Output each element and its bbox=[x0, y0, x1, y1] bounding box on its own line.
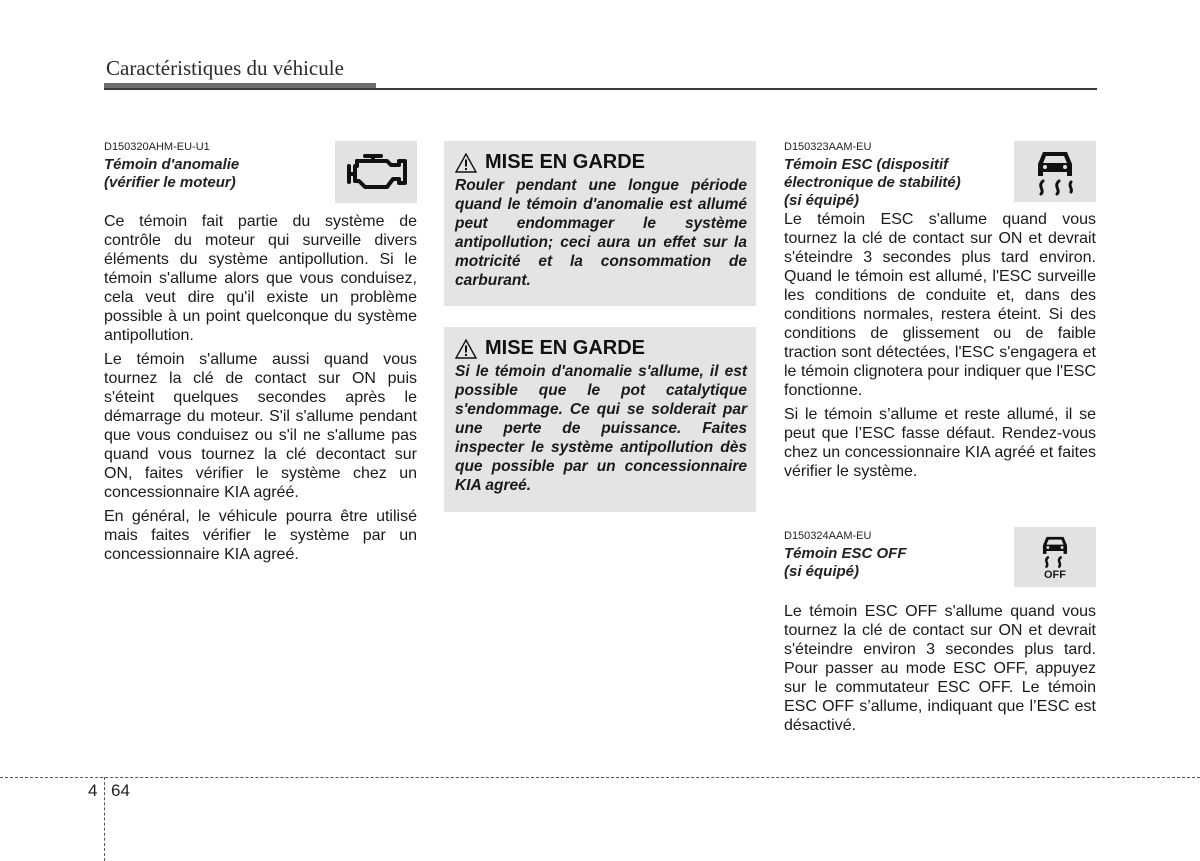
engine-check-icon-box bbox=[335, 141, 417, 203]
header-rule bbox=[104, 88, 1097, 90]
section-subtitle: Témoin ESC OFF (si équipé) bbox=[784, 545, 907, 580]
paragraph: En général, le véhicule pourra être utilisé mais faites vérifier le système par un concessionnaire KIA agreé. bbox=[104, 508, 417, 563]
footer-dashed-divider bbox=[104, 777, 105, 861]
paragraph: Le témoin s'allume aussi quand vous tournez la clé de contact sur ON puis s'éteint quelques secondes après le démarrage du moteur. S'il s'allume pendant que vous conduisez ou s'il ne s'allume pas quand vous tournez la clé decontact sur ON, faites vérifier le système chez un concessionnaire KIA agréé. bbox=[104, 351, 417, 501]
warning-box bbox=[444, 327, 756, 512]
section-subtitle: Témoin d'anomalie (vérifier le moteur) bbox=[104, 156, 240, 191]
warning-triangle-icon bbox=[455, 153, 477, 173]
page-header-title: Caractéristiques du véhicule bbox=[106, 56, 344, 80]
section-number: 4 bbox=[88, 781, 98, 800]
paragraph: Si le témoin s’allume et reste allumé, il se peut que l’ESC fasse défaut. Rendez-vous chez un concessionnaire KIA agréé et faites vérifier le système. bbox=[784, 406, 1096, 480]
warning-title: MISE EN GARDE bbox=[455, 151, 747, 174]
warning-triangle-icon bbox=[455, 339, 477, 359]
paragraph: Ce témoin fait partie du système de contrôle du moteur qui surveille divers éléments du système antipollution. Si le témoin s'allume alors que vous conduisez, cela veut dire qu'il existe un problème possible à un point quelconque du système antipollution. bbox=[104, 213, 417, 344]
esc-icon-box bbox=[1014, 141, 1096, 202]
esc-off-icon-box bbox=[1014, 527, 1096, 587]
section-code: D150320AHM-EU-U1 bbox=[104, 141, 210, 153]
paragraph: Le témoin ESC OFF s'allume quand vous tournez la clé de contact sur ON et devrait s'éteindre environ 3 secondes plus tard. Pour passer au mode ESC OFF, appuyez sur le commutateur ESC OFF. Le témoin ESC OFF s’allume, indiquant que l’ESC est désactivé. bbox=[784, 603, 1096, 734]
page-number: 64 bbox=[111, 781, 130, 800]
paragraph: Le témoin ESC s'allume quand vous tournez la clé de contact sur ON et devrait s'éteindre 3 secondes plus tard environ. Quand le témoin est allumé, l'ESC surveille les conditions de conduite et, dans des conditions normales, restera éteint. Si des conditions de glissement ou de faible traction sont détectées, l'ESC s'engagera et le témoin clignotera pour indiquer que l'ESC fonctionne. bbox=[784, 211, 1096, 399]
section-code: D150323AAM-EU bbox=[784, 141, 872, 153]
warning-box bbox=[444, 141, 756, 306]
left-column bbox=[104, 141, 417, 569]
esc-off-icon bbox=[1038, 534, 1072, 568]
warning-title: MISE EN GARDE bbox=[455, 337, 747, 360]
engine-check-icon bbox=[343, 150, 409, 194]
warning-text: Si le témoin d'anomalie s'allume, il est possible que le pot catalytique s'endommage. Ce qui se solderait par une perte de puissance. Faites inspecter le système antipollution dès que possible par un concessionnaire KIA agreé. bbox=[455, 363, 747, 494]
section-code: D150324AAM-EU bbox=[784, 530, 872, 542]
esc-skid-car-icon bbox=[1031, 146, 1079, 198]
esc-off-icon-label: OFF bbox=[1044, 568, 1066, 581]
section-subtitle: Témoin ESC (dispositif électronique de stabilité) (si équipé) bbox=[784, 156, 961, 209]
footer-dashed-rule bbox=[0, 777, 1200, 778]
warning-text: Rouler pendant une longue période quand le témoin d'anomalie est allumé peut endommager le système antipollution; ceci aura un effet sur la motricité et la consommation de carburant. bbox=[455, 177, 747, 289]
